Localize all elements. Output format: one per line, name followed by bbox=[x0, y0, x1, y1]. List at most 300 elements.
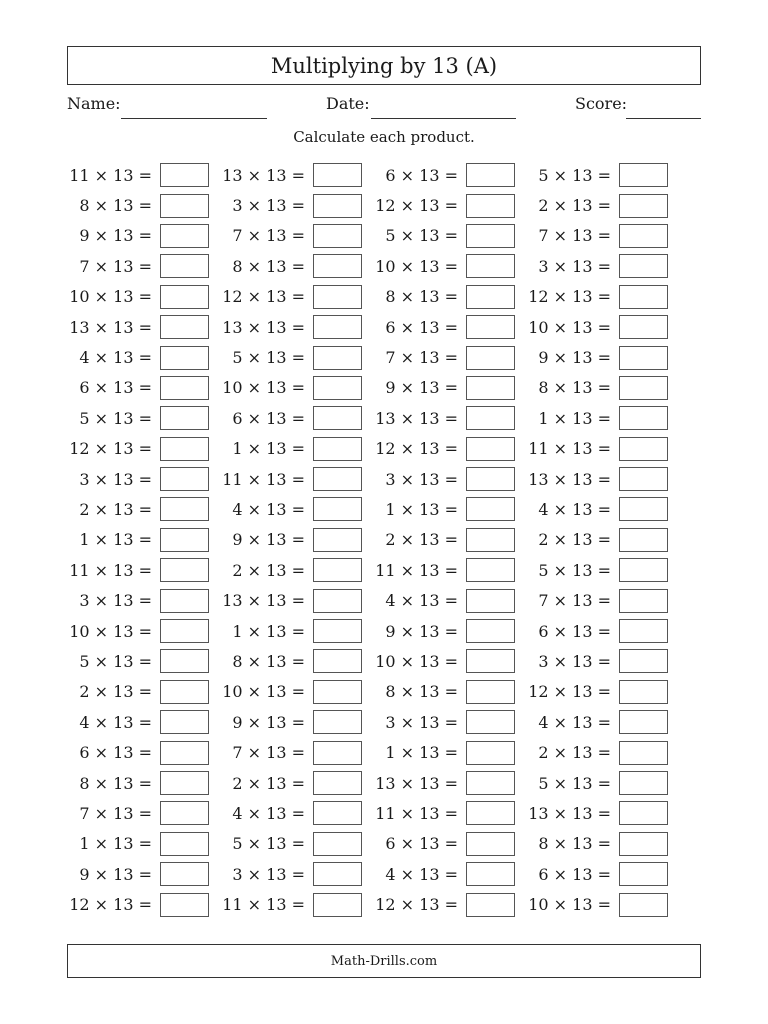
answer-box[interactable] bbox=[466, 649, 515, 673]
answer-box[interactable] bbox=[160, 771, 209, 795]
problem-expression: 9 × 13 = bbox=[79, 864, 152, 884]
problem-expression: 11 × 13 = bbox=[69, 165, 152, 185]
problem-row bbox=[60, 585, 690, 615]
problem-expression: 1 × 13 = bbox=[79, 834, 152, 854]
problem-expression: 1 × 13 = bbox=[232, 439, 305, 459]
score-label: Score: bbox=[575, 94, 628, 113]
problem-cell bbox=[519, 893, 672, 917]
answer-box[interactable] bbox=[619, 741, 668, 765]
problem-expression: 13 × 13 = bbox=[375, 408, 458, 428]
problem-cell bbox=[213, 619, 366, 643]
problem-cell bbox=[213, 285, 366, 309]
answer-box[interactable] bbox=[619, 832, 668, 856]
problem-cell bbox=[60, 376, 213, 400]
date-label: Date: bbox=[326, 94, 370, 113]
answer-box[interactable] bbox=[619, 346, 668, 370]
problem-expression: 1 × 13 = bbox=[232, 621, 305, 641]
answer-box[interactable] bbox=[160, 528, 209, 552]
problem-cell bbox=[60, 771, 213, 795]
answer-box[interactable] bbox=[160, 801, 209, 825]
problem-row bbox=[60, 342, 690, 372]
problem-cell bbox=[519, 649, 672, 673]
problem-expression: 10 × 13 = bbox=[69, 621, 152, 641]
answer-box[interactable] bbox=[466, 710, 515, 734]
answer-box[interactable] bbox=[160, 437, 209, 461]
answer-box[interactable] bbox=[466, 741, 515, 765]
problem-cell bbox=[519, 163, 672, 187]
problem-expression: 9 × 13 = bbox=[79, 226, 152, 246]
problem-expression: 5 × 13 = bbox=[385, 226, 458, 246]
name-field[interactable] bbox=[121, 118, 267, 119]
problem-cell bbox=[60, 589, 213, 613]
answer-box[interactable] bbox=[160, 224, 209, 248]
answer-box[interactable] bbox=[619, 801, 668, 825]
problem-expression: 6 × 13 = bbox=[385, 317, 458, 337]
date-field[interactable] bbox=[371, 118, 516, 119]
answer-box[interactable] bbox=[619, 619, 668, 643]
problem-cell bbox=[366, 285, 519, 309]
answer-box[interactable] bbox=[160, 710, 209, 734]
problem-expression: 9 × 13 = bbox=[232, 530, 305, 550]
problem-cell bbox=[366, 346, 519, 370]
answer-box[interactable] bbox=[160, 832, 209, 856]
problem-cell bbox=[366, 497, 519, 521]
problem-cell bbox=[213, 680, 366, 704]
problem-cell bbox=[519, 741, 672, 765]
problem-expression: 6 × 13 = bbox=[385, 165, 458, 185]
problem-cell bbox=[60, 558, 213, 582]
answer-box[interactable] bbox=[466, 801, 515, 825]
answer-box[interactable] bbox=[160, 862, 209, 886]
problem-row bbox=[60, 525, 690, 555]
answer-box[interactable] bbox=[313, 315, 362, 339]
answer-box[interactable] bbox=[466, 862, 515, 886]
answer-box[interactable] bbox=[466, 497, 515, 521]
answer-box[interactable] bbox=[466, 194, 515, 218]
answer-box[interactable] bbox=[619, 680, 668, 704]
problem-expression: 9 × 13 = bbox=[232, 712, 305, 732]
problem-expression: 5 × 13 = bbox=[538, 773, 611, 793]
problem-cell bbox=[213, 406, 366, 430]
problem-expression: 7 × 13 = bbox=[232, 743, 305, 763]
problem-cell bbox=[213, 893, 366, 917]
worksheet-title-text: Multiplying by 13 (A) bbox=[270, 53, 498, 78]
problem-expression: 8 × 13 = bbox=[79, 773, 152, 793]
problem-expression: 12 × 13 = bbox=[222, 287, 305, 307]
problem-expression: 7 × 13 = bbox=[232, 226, 305, 246]
problem-cell bbox=[60, 741, 213, 765]
problem-expression: 12 × 13 = bbox=[375, 895, 458, 915]
answer-box[interactable] bbox=[619, 406, 668, 430]
answer-box[interactable] bbox=[466, 346, 515, 370]
answer-box[interactable] bbox=[160, 254, 209, 278]
problem-expression: 11 × 13 = bbox=[222, 469, 305, 489]
answer-box[interactable] bbox=[313, 893, 362, 917]
problem-cell bbox=[60, 680, 213, 704]
footer-text: Math-Drills.com bbox=[330, 953, 438, 969]
problem-expression: 11 × 13 = bbox=[375, 803, 458, 823]
problem-expression: 3 × 13 = bbox=[385, 712, 458, 732]
problem-cell bbox=[366, 558, 519, 582]
answer-box[interactable] bbox=[313, 437, 362, 461]
answer-box[interactable] bbox=[160, 619, 209, 643]
answer-box[interactable] bbox=[313, 741, 362, 765]
problem-cell bbox=[213, 254, 366, 278]
problem-expression: 9 × 13 = bbox=[385, 378, 458, 398]
problem-cell bbox=[519, 680, 672, 704]
problem-expression: 1 × 13 = bbox=[538, 408, 611, 428]
answer-box[interactable] bbox=[160, 497, 209, 521]
problem-cell bbox=[60, 406, 213, 430]
answer-box[interactable] bbox=[160, 163, 209, 187]
problem-cell bbox=[519, 801, 672, 825]
answer-box[interactable] bbox=[160, 893, 209, 917]
answer-box[interactable] bbox=[619, 285, 668, 309]
problem-expression: 3 × 13 = bbox=[232, 864, 305, 884]
problem-expression: 13 × 13 = bbox=[222, 165, 305, 185]
problem-expression: 8 × 13 = bbox=[538, 834, 611, 854]
problem-cell bbox=[213, 558, 366, 582]
problem-expression: 2 × 13 = bbox=[79, 499, 152, 519]
answer-box[interactable] bbox=[466, 832, 515, 856]
answer-box[interactable] bbox=[160, 741, 209, 765]
problem-cell bbox=[60, 163, 213, 187]
problem-expression: 12 × 13 = bbox=[69, 895, 152, 915]
problem-cell bbox=[60, 254, 213, 278]
problem-expression: 12 × 13 = bbox=[375, 439, 458, 459]
answer-box[interactable] bbox=[160, 680, 209, 704]
problem-expression: 7 × 13 = bbox=[538, 226, 611, 246]
problem-cell bbox=[519, 315, 672, 339]
problem-expression: 13 × 13 = bbox=[528, 803, 611, 823]
problem-cell bbox=[366, 893, 519, 917]
problem-expression: 3 × 13 = bbox=[538, 651, 611, 671]
answer-box[interactable] bbox=[619, 437, 668, 461]
problem-expression: 8 × 13 = bbox=[232, 256, 305, 276]
problem-cell bbox=[213, 741, 366, 765]
answer-box[interactable] bbox=[313, 194, 362, 218]
answer-box[interactable] bbox=[313, 406, 362, 430]
problem-cell bbox=[519, 497, 672, 521]
problem-expression: 4 × 13 = bbox=[385, 591, 458, 611]
answer-box[interactable] bbox=[313, 558, 362, 582]
problem-cell bbox=[60, 285, 213, 309]
answer-box[interactable] bbox=[466, 406, 515, 430]
problem-expression: 2 × 13 = bbox=[538, 530, 611, 550]
problem-expression: 5 × 13 = bbox=[232, 834, 305, 854]
problem-cell bbox=[213, 649, 366, 673]
problem-cell bbox=[213, 862, 366, 886]
problem-expression: 6 × 13 = bbox=[79, 743, 152, 763]
problem-grid bbox=[60, 160, 690, 920]
answer-box[interactable] bbox=[160, 315, 209, 339]
problem-expression: 8 × 13 = bbox=[79, 196, 152, 216]
problem-cell bbox=[366, 741, 519, 765]
answer-box[interactable] bbox=[160, 194, 209, 218]
problem-row bbox=[60, 646, 690, 676]
problem-row bbox=[60, 403, 690, 433]
answer-box[interactable] bbox=[619, 771, 668, 795]
problem-expression: 8 × 13 = bbox=[385, 287, 458, 307]
answer-box[interactable] bbox=[619, 558, 668, 582]
problem-expression: 12 × 13 = bbox=[69, 439, 152, 459]
answer-box[interactable] bbox=[466, 680, 515, 704]
answer-box[interactable] bbox=[313, 224, 362, 248]
problem-cell bbox=[213, 771, 366, 795]
problem-row bbox=[60, 798, 690, 828]
answer-box[interactable] bbox=[619, 467, 668, 491]
problem-cell bbox=[213, 832, 366, 856]
answer-box[interactable] bbox=[619, 376, 668, 400]
problem-cell bbox=[213, 163, 366, 187]
problem-cell bbox=[519, 467, 672, 491]
answer-box[interactable] bbox=[619, 649, 668, 673]
problem-expression: 4 × 13 = bbox=[232, 803, 305, 823]
problem-cell bbox=[60, 862, 213, 886]
problem-expression: 1 × 13 = bbox=[79, 530, 152, 550]
problem-cell bbox=[519, 254, 672, 278]
problem-cell bbox=[519, 771, 672, 795]
problem-expression: 2 × 13 = bbox=[79, 682, 152, 702]
problem-expression: 10 × 13 = bbox=[375, 651, 458, 671]
answer-box[interactable] bbox=[466, 893, 515, 917]
worksheet-title bbox=[67, 46, 701, 85]
answer-box[interactable] bbox=[313, 376, 362, 400]
problem-row bbox=[60, 494, 690, 524]
problem-expression: 4 × 13 = bbox=[232, 499, 305, 519]
problem-row bbox=[60, 889, 690, 919]
problem-cell bbox=[213, 467, 366, 491]
problem-row bbox=[60, 707, 690, 737]
answer-box[interactable] bbox=[313, 862, 362, 886]
answer-box[interactable] bbox=[160, 285, 209, 309]
footer bbox=[67, 944, 701, 978]
problem-expression: 11 × 13 = bbox=[375, 560, 458, 580]
problem-expression: 8 × 13 = bbox=[385, 682, 458, 702]
problem-expression: 10 × 13 = bbox=[69, 287, 152, 307]
answer-box[interactable] bbox=[466, 467, 515, 491]
problem-cell bbox=[213, 589, 366, 613]
problem-cell bbox=[213, 315, 366, 339]
problem-cell bbox=[519, 376, 672, 400]
answer-box[interactable] bbox=[313, 163, 362, 187]
problem-row bbox=[60, 221, 690, 251]
problem-cell bbox=[519, 406, 672, 430]
answer-box[interactable] bbox=[466, 771, 515, 795]
problem-cell bbox=[213, 224, 366, 248]
answer-box[interactable] bbox=[313, 619, 362, 643]
answer-box[interactable] bbox=[619, 163, 668, 187]
problem-row bbox=[60, 616, 690, 646]
answer-box[interactable] bbox=[619, 224, 668, 248]
answer-box[interactable] bbox=[313, 680, 362, 704]
problem-cell bbox=[213, 710, 366, 734]
problem-expression: 10 × 13 = bbox=[222, 682, 305, 702]
problem-cell bbox=[213, 376, 366, 400]
problem-row bbox=[60, 190, 690, 220]
answer-box[interactable] bbox=[619, 497, 668, 521]
problem-cell bbox=[60, 619, 213, 643]
problem-expression: 9 × 13 = bbox=[385, 621, 458, 641]
problem-expression: 6 × 13 = bbox=[538, 621, 611, 641]
answer-box[interactable] bbox=[160, 558, 209, 582]
problem-cell bbox=[60, 893, 213, 917]
answer-box[interactable] bbox=[160, 467, 209, 491]
problem-cell bbox=[60, 649, 213, 673]
answer-box[interactable] bbox=[160, 406, 209, 430]
score-field[interactable] bbox=[626, 118, 701, 119]
answer-box[interactable] bbox=[619, 893, 668, 917]
problem-cell bbox=[366, 649, 519, 673]
problem-row bbox=[60, 677, 690, 707]
answer-box[interactable] bbox=[160, 376, 209, 400]
answer-box[interactable] bbox=[160, 589, 209, 613]
answer-box[interactable] bbox=[313, 467, 362, 491]
problem-expression: 13 × 13 = bbox=[222, 317, 305, 337]
problem-cell bbox=[366, 315, 519, 339]
answer-box[interactable] bbox=[160, 649, 209, 673]
problem-cell bbox=[366, 254, 519, 278]
problem-expression: 5 × 13 = bbox=[79, 651, 152, 671]
problem-expression: 4 × 13 = bbox=[538, 499, 611, 519]
problem-row bbox=[60, 282, 690, 312]
problem-cell bbox=[60, 224, 213, 248]
problem-cell bbox=[366, 832, 519, 856]
answer-box[interactable] bbox=[313, 801, 362, 825]
answer-box[interactable] bbox=[466, 285, 515, 309]
answer-box[interactable] bbox=[619, 710, 668, 734]
answer-box[interactable] bbox=[466, 315, 515, 339]
answer-box[interactable] bbox=[313, 710, 362, 734]
answer-box[interactable] bbox=[619, 589, 668, 613]
answer-box[interactable] bbox=[313, 528, 362, 552]
problem-expression: 5 × 13 = bbox=[79, 408, 152, 428]
problem-expression: 4 × 13 = bbox=[538, 712, 611, 732]
problem-cell bbox=[519, 285, 672, 309]
answer-box[interactable] bbox=[313, 771, 362, 795]
answer-box[interactable] bbox=[313, 589, 362, 613]
answer-box[interactable] bbox=[466, 619, 515, 643]
problem-cell bbox=[366, 163, 519, 187]
problem-cell bbox=[213, 497, 366, 521]
problem-cell bbox=[366, 619, 519, 643]
problem-cell bbox=[60, 710, 213, 734]
problem-row bbox=[60, 434, 690, 464]
problem-expression: 13 × 13 = bbox=[528, 469, 611, 489]
answer-box[interactable] bbox=[313, 346, 362, 370]
answer-box[interactable] bbox=[160, 346, 209, 370]
problem-cell bbox=[366, 710, 519, 734]
problem-expression: 12 × 13 = bbox=[528, 682, 611, 702]
answer-box[interactable] bbox=[619, 528, 668, 552]
problem-cell bbox=[519, 832, 672, 856]
student-info-row bbox=[67, 94, 701, 122]
problem-expression: 13 × 13 = bbox=[375, 773, 458, 793]
problem-expression: 1 × 13 = bbox=[385, 743, 458, 763]
problem-expression: 13 × 13 = bbox=[69, 317, 152, 337]
problem-row bbox=[60, 768, 690, 798]
problem-cell bbox=[60, 437, 213, 461]
problem-expression: 6 × 13 = bbox=[538, 864, 611, 884]
problem-expression: 9 × 13 = bbox=[538, 348, 611, 368]
answer-box[interactable] bbox=[313, 254, 362, 278]
problem-cell bbox=[60, 467, 213, 491]
problem-expression: 2 × 13 = bbox=[232, 773, 305, 793]
problem-row bbox=[60, 859, 690, 889]
problem-expression: 4 × 13 = bbox=[79, 712, 152, 732]
answer-box[interactable] bbox=[466, 376, 515, 400]
problem-cell bbox=[366, 224, 519, 248]
answer-box[interactable] bbox=[619, 315, 668, 339]
answer-box[interactable] bbox=[466, 254, 515, 278]
problem-expression: 5 × 13 = bbox=[538, 165, 611, 185]
answer-box[interactable] bbox=[466, 224, 515, 248]
problem-expression: 6 × 13 = bbox=[232, 408, 305, 428]
answer-box[interactable] bbox=[619, 194, 668, 218]
problem-row bbox=[60, 737, 690, 767]
problem-cell bbox=[60, 346, 213, 370]
problem-expression: 2 × 13 = bbox=[232, 560, 305, 580]
problem-expression: 3 × 13 = bbox=[385, 469, 458, 489]
answer-box[interactable] bbox=[466, 163, 515, 187]
problem-expression: 6 × 13 = bbox=[79, 378, 152, 398]
problem-row bbox=[60, 251, 690, 281]
problem-row bbox=[60, 464, 690, 494]
problem-expression: 3 × 13 = bbox=[232, 196, 305, 216]
problem-expression: 10 × 13 = bbox=[528, 895, 611, 915]
problem-expression: 11 × 13 = bbox=[222, 895, 305, 915]
answer-box[interactable] bbox=[466, 558, 515, 582]
problem-cell bbox=[60, 528, 213, 552]
problem-expression: 8 × 13 = bbox=[538, 378, 611, 398]
problem-row bbox=[60, 373, 690, 403]
problem-cell bbox=[60, 194, 213, 218]
problem-row bbox=[60, 555, 690, 585]
problem-cell bbox=[366, 406, 519, 430]
problem-expression: 3 × 13 = bbox=[79, 469, 152, 489]
problem-cell bbox=[366, 589, 519, 613]
answer-box[interactable] bbox=[466, 437, 515, 461]
problem-expression: 13 × 13 = bbox=[222, 591, 305, 611]
problem-cell bbox=[213, 528, 366, 552]
problem-expression: 3 × 13 = bbox=[79, 591, 152, 611]
problem-cell bbox=[213, 801, 366, 825]
problem-expression: 2 × 13 = bbox=[385, 530, 458, 550]
problem-cell bbox=[366, 801, 519, 825]
answer-box[interactable] bbox=[313, 832, 362, 856]
answer-box[interactable] bbox=[619, 254, 668, 278]
problem-expression: 8 × 13 = bbox=[232, 651, 305, 671]
problem-expression: 11 × 13 = bbox=[528, 439, 611, 459]
answer-box[interactable] bbox=[466, 528, 515, 552]
problem-expression: 4 × 13 = bbox=[385, 864, 458, 884]
problem-row bbox=[60, 829, 690, 859]
problem-cell bbox=[60, 497, 213, 521]
problem-cell bbox=[519, 589, 672, 613]
problem-expression: 3 × 13 = bbox=[538, 256, 611, 276]
problem-cell bbox=[519, 346, 672, 370]
answer-box[interactable] bbox=[313, 497, 362, 521]
problem-expression: 7 × 13 = bbox=[79, 803, 152, 823]
answer-box[interactable] bbox=[313, 285, 362, 309]
answer-box[interactable] bbox=[313, 649, 362, 673]
problem-row bbox=[60, 312, 690, 342]
problem-expression: 7 × 13 = bbox=[385, 348, 458, 368]
answer-box[interactable] bbox=[619, 862, 668, 886]
problem-cell bbox=[60, 801, 213, 825]
problem-cell bbox=[366, 467, 519, 491]
answer-box[interactable] bbox=[466, 589, 515, 613]
